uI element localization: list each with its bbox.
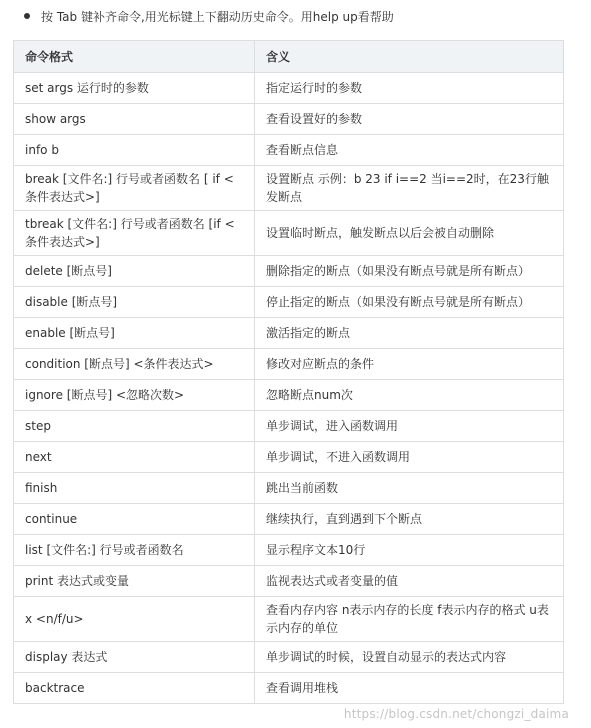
meaning-cell: 激活指定的断点 (255, 318, 564, 349)
table-row (14, 442, 564, 473)
command-cell: break [文件名:] 行号或者函数名 [ if <条件表达式>] (14, 166, 255, 211)
header-meaning: 含义 (255, 41, 564, 73)
meaning-cell: 查看设置好的参数 (255, 104, 564, 135)
table-row (14, 642, 564, 673)
command-cell: tbreak [文件名:] 行号或者函数名 [if <条件表达式>] (14, 211, 255, 256)
meaning-cell: 查看调用堆栈 (255, 673, 564, 704)
bullet-dot-icon (24, 13, 30, 19)
command-cell: print 表达式或变量 (14, 566, 255, 597)
table-row (14, 135, 564, 166)
meaning-cell: 单步调试，不进入函数调用 (255, 442, 564, 473)
command-cell: list [文件名:] 行号或者函数名 (14, 535, 255, 566)
table-row (14, 535, 564, 566)
intro-text: 按 Tab 键补齐命令,用光标键上下翻动历史命令。用help up看帮助 (41, 10, 394, 24)
table-row (14, 287, 564, 318)
command-cell: show args (14, 104, 255, 135)
command-cell: x <n/f/u> (14, 597, 255, 642)
command-cell: backtrace (14, 673, 255, 704)
meaning-cell: 修改对应断点的条件 (255, 349, 564, 380)
gdb-command-table (13, 40, 564, 704)
table-row (14, 566, 564, 597)
table-row (14, 256, 564, 287)
table-row (14, 211, 564, 256)
meaning-cell: 单步调试的时候，设置自动显示的表达式内容 (255, 642, 564, 673)
command-cell: info b (14, 135, 255, 166)
meaning-cell: 跳出当前函数 (255, 473, 564, 504)
table-row (14, 411, 564, 442)
command-cell: condition [断点号] <条件表达式> (14, 349, 255, 380)
table-row (14, 380, 564, 411)
meaning-cell: 删除指定的断点（如果没有断点号就是所有断点） (255, 256, 564, 287)
command-cell: enable [断点号] (14, 318, 255, 349)
command-cell: next (14, 442, 255, 473)
command-cell: set args 运行时的参数 (14, 73, 255, 104)
watermark-text: https://blog.csdn.net/chongzi_daima (343, 707, 569, 721)
meaning-cell: 查看断点信息 (255, 135, 564, 166)
table-row (14, 473, 564, 504)
table-row (14, 73, 564, 104)
table-header-row (14, 41, 564, 73)
table-row (14, 318, 564, 349)
command-cell: display 表达式 (14, 642, 255, 673)
meaning-cell: 停止指定的断点（如果没有断点号就是所有断点） (255, 287, 564, 318)
meaning-cell: 设置断点 示例：b 23 if i==2 当i==2时，在23行触发断点 (255, 166, 564, 211)
command-cell: disable [断点号] (14, 287, 255, 318)
meaning-cell: 忽略断点num次 (255, 380, 564, 411)
table-row (14, 166, 564, 211)
command-cell: step (14, 411, 255, 442)
table-row (14, 673, 564, 704)
header-command-format: 命令格式 (14, 41, 255, 73)
intro-bullet (24, 8, 584, 26)
command-cell: continue (14, 504, 255, 535)
table-row (14, 504, 564, 535)
table-row (14, 104, 564, 135)
meaning-cell: 指定运行时的参数 (255, 73, 564, 104)
meaning-cell: 显示程序文本10行 (255, 535, 564, 566)
command-cell: delete [断点号] (14, 256, 255, 287)
command-cell: finish (14, 473, 255, 504)
meaning-cell: 设置临时断点，触发断点以后会被自动删除 (255, 211, 564, 256)
meaning-cell: 单步调试，进入函数调用 (255, 411, 564, 442)
table-row (14, 349, 564, 380)
command-cell: ignore [断点号] <忽略次数> (14, 380, 255, 411)
table-row (14, 597, 564, 642)
meaning-cell: 查看内存内容 n表示内存的长度 f表示内存的格式 u表示内存的单位 (255, 597, 564, 642)
meaning-cell: 监视表达式或者变量的值 (255, 566, 564, 597)
meaning-cell: 继续执行，直到遇到下个断点 (255, 504, 564, 535)
